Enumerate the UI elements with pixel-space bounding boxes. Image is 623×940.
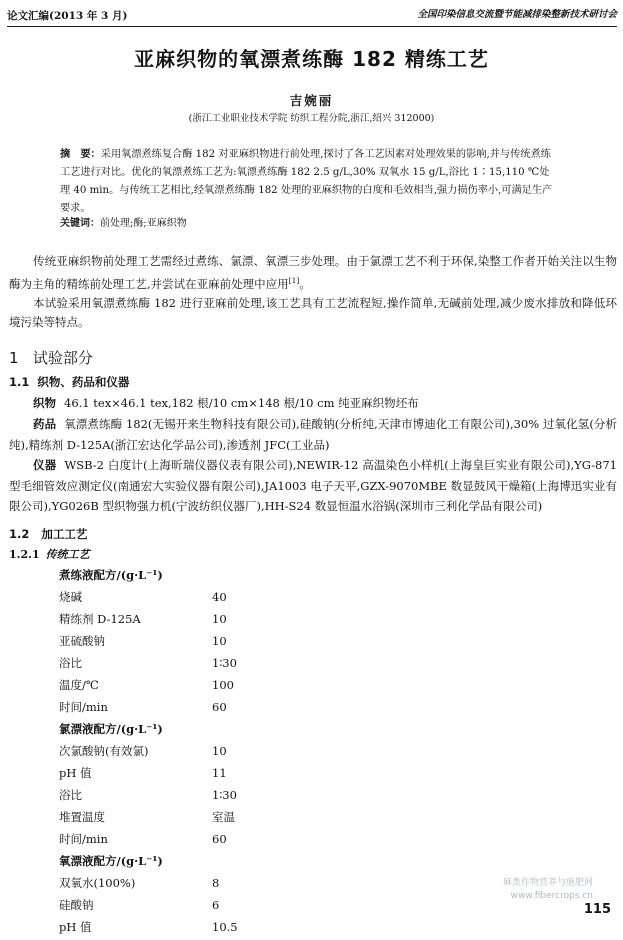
recipe-value: 8 [212,876,220,890]
recipe-key: pH 值 [59,766,92,780]
recipe-row [59,610,359,632]
citation-ref: [1] [288,276,300,285]
watermark-line-2: www.fibercrops.cn [510,891,593,901]
recipe-value: 10 [212,634,227,648]
materials-instruments [9,455,617,517]
intro-p1-text: 传统亚麻织物前处理工艺需经过煮练、氯漂、氧漂三步处理。由于氯漂工艺不利于环保,染整工作者开始关注以生物酶为主角的精练前处理工艺,并尝试在亚麻前处理中应用 [9,254,617,291]
section-1-2-heading [9,527,87,543]
watermark-line-1: 麻类作物营养与施肥网 [502,878,593,888]
conference-name: 全国印染信息交流暨节能减排染整新技术研讨会 [417,9,617,20]
recipe-value: 室温 [212,810,235,824]
fabric-text: 46.1 tex×46.1 tex,182 根/10 cm×148 根/10 cm 纯亚麻织物坯布 [64,396,419,410]
recipe-row [59,698,359,720]
recipe-key: 时间/min [59,832,108,846]
recipe-key: pH 值 [59,920,92,934]
paper-title: 亚麻织物的氧漂煮练酶 182 精练工艺 [134,47,489,71]
keywords [60,217,187,231]
instruments-label: 仪器 [33,458,57,472]
recipe-row [59,786,359,808]
recipe-key: 烧碱 [59,590,82,604]
recipe-row [59,896,359,918]
recipe-key: 精练剂 D-125A [59,612,141,626]
section-1-1-heading [9,375,129,391]
recipe-key: 亚硫酸钠 [59,634,105,648]
section-1-2-1-title: 传统工艺 [45,548,90,561]
section-1-2-number: 1.2 [9,527,30,541]
abstract-text: 采用氧漂煮练复合酶 182 对亚麻织物进行前处理,探讨了各工艺因素对处理效果的影响,并与传统煮练工艺进行对比。优化的氧漂煮练工艺为:氧漂煮练酶 182 2.5 g/L,30% 双氧水 15 g/L,浴比 1∶15,110 ℃处理 40 min。与传统工艺相比,经氧漂煮练酶 182 处理的亚麻织物的白度和毛效相当,强力损伤率小,可满足生产要求。 [60,149,553,214]
recipe-row [59,874,359,896]
author: 吉婉丽 [289,93,334,108]
section-1-heading [9,348,93,368]
section-1-1-title: 织物、药品和仪器 [37,375,130,389]
recipe-head-chlorine [59,720,359,742]
recipe-row [59,676,359,698]
recipe-head-scouring [59,566,359,588]
section-1-2-title: 加工工艺 [41,527,88,541]
chlorine-head: 氯漂液配方/(g·L⁻¹) [59,722,163,736]
recipe-row [59,588,359,610]
watermark [503,877,593,903]
fabric-label: 织物 [33,396,56,410]
affiliation: (浙江工业职业技术学院 纺织工程分院,浙江,绍兴 312000) [188,113,435,124]
intro-paragraph-2: 本试验采用氧漂煮练酶 182 进行亚麻前处理,该工艺具有工艺流程短,操作简单,无碱前处理,减少废水排放和降低环境污染等特点。 [9,296,617,329]
keywords-text: 前处理;酶;亚麻织物 [100,218,187,229]
recipe-value: 10 [212,612,227,626]
abstract [60,145,555,218]
traditional-recipe-table [59,566,359,940]
intro-p1-end: 。 [299,276,311,291]
recipe-row [59,654,359,676]
page-number: 115 [583,902,611,918]
scouring-head: 煮练液配方/(g·L⁻¹) [59,568,163,582]
recipe-row [59,808,359,830]
section-1-2-1-number: 1.2.1 [9,548,40,561]
oxygen-head: 氧漂液配方/(g·L⁻¹) [59,854,163,868]
chemicals-text: 氧漂煮练酶 182(无锡开来生物科技有限公司),硅酸钠(分析纯,天津市博迪化工有限公司),30% 过氧化氢(分析纯),精练剂 D-125A(浙江宏达化学品公司),渗透剂 JFC(工业品) [9,417,618,452]
intro-paragraph-1 [9,252,617,294]
recipe-value: 10 [212,744,227,758]
materials-fabric [9,393,617,414]
section-1-number: 1 [9,349,19,367]
recipe-head-oxygen [59,852,359,874]
recipe-value: 60 [212,700,227,714]
materials-chemicals [9,414,617,455]
recipe-row [59,764,359,786]
keywords-label: 关键词： [60,218,100,229]
recipe-key: 浴比 [59,656,82,670]
recipe-value: 11 [212,766,227,780]
section-1-1-number: 1.1 [9,375,30,389]
running-header [7,6,617,27]
recipe-key: 浴比 [59,788,82,802]
recipe-value: 6 [212,898,220,912]
recipe-key: 双氧水(100%) [59,876,136,890]
recipe-row [59,918,359,940]
recipe-value: 10.5 [212,920,238,934]
recipe-row [59,632,359,654]
recipe-row [59,830,359,852]
section-1-title: 试验部分 [32,349,93,367]
recipe-key: 硅酸钠 [59,898,94,912]
instruments-text: WSB-2 白度计(上海昕瑞仪器仪表有限公司),NEWIR-12 高温染色小样机(上海皇巨实业有限公司),YG-871 型毛细管效应测定仪(南通宏大实验仪器有限公司),JA1003 电子天平,GZX-9070MBE 数显鼓风干燥箱(上海博迅实业有限公司),YG026B 型织物强力机(宁波纺织仪器厂),HH-S24 数显恒温水浴锅(深圳市三利化学品有限公司) [9,458,618,513]
section-1-2-1-heading [9,548,90,563]
recipe-key: 次氯酸钠(有效氯) [59,744,149,758]
abstract-label: 摘 要： [60,148,101,160]
recipe-key: 堆置温度 [59,810,105,824]
journal-name: 论文汇编(2013 年 3 月) [7,10,128,22]
recipe-row [59,742,359,764]
recipe-value: 1∶30 [212,788,237,802]
recipe-value: 40 [212,590,227,604]
recipe-value: 60 [212,832,227,846]
recipe-value: 100 [212,678,234,692]
chemicals-label: 药品 [33,417,57,431]
recipe-value: 1∶30 [212,656,237,670]
recipe-key: 时间/min [59,700,108,714]
recipe-key: 温度/℃ [59,678,99,692]
